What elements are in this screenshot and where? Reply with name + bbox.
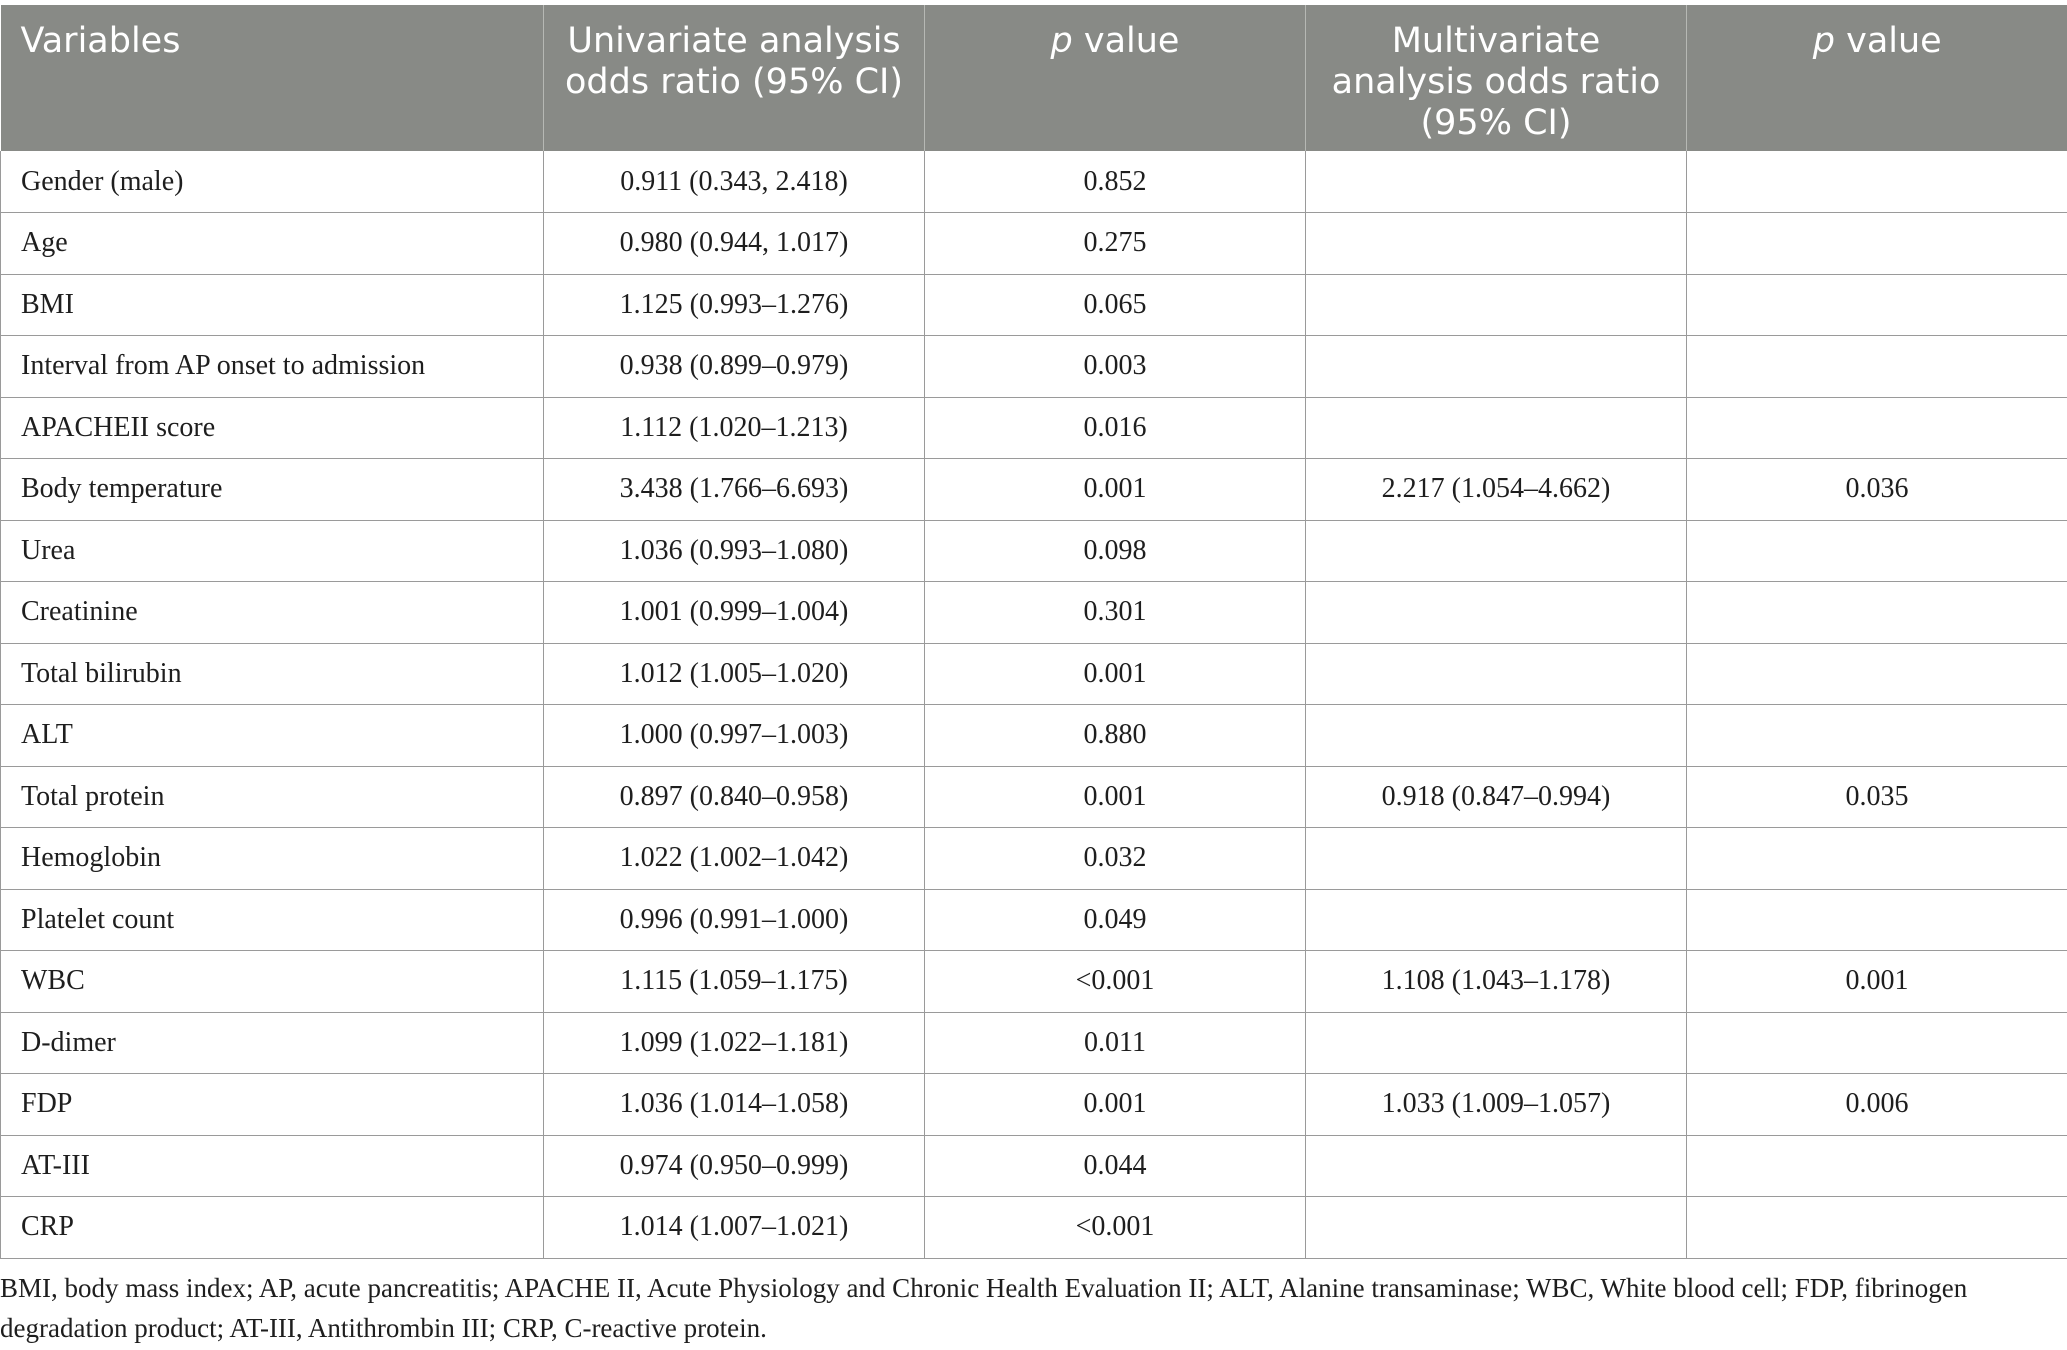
- cell-variable: Platelet count: [1, 889, 544, 951]
- cell-variable: Age: [1, 213, 544, 275]
- table-row: [1, 397, 2067, 459]
- table-row: [1, 1074, 2067, 1136]
- cell-univariate-or: 1.000 (0.997–1.003): [544, 705, 925, 767]
- cell-multivariate-p: 0.006: [1687, 1074, 2067, 1136]
- header-multivariate-p-label: value: [1834, 21, 1942, 61]
- header-univariate-p-label: value: [1072, 21, 1180, 61]
- cell-univariate-p: 0.001: [925, 1074, 1306, 1136]
- cell-variable: Total protein: [1, 766, 544, 828]
- cell-univariate-or: 0.897 (0.840–0.958): [544, 766, 925, 828]
- cell-univariate-p: 0.044: [925, 1135, 1306, 1197]
- cell-multivariate-p: 0.001: [1687, 951, 2067, 1013]
- cell-multivariate-p: [1687, 213, 2067, 275]
- header-multivariate-p: [1687, 5, 2067, 151]
- cell-multivariate-or: [1306, 274, 1687, 336]
- cell-multivariate-p: 0.036: [1687, 459, 2067, 521]
- cell-multivariate-or: [1306, 1197, 1687, 1259]
- cell-univariate-or: 0.996 (0.991–1.000): [544, 889, 925, 951]
- cell-univariate-p: 0.001: [925, 459, 1306, 521]
- cell-multivariate-p: [1687, 1135, 2067, 1197]
- cell-variable: ALT: [1, 705, 544, 767]
- cell-multivariate-or: [1306, 705, 1687, 767]
- cell-univariate-p: 0.049: [925, 889, 1306, 951]
- cell-univariate-or: 1.099 (1.022–1.181): [544, 1012, 925, 1074]
- table-row: [1, 520, 2067, 582]
- cell-variable: FDP: [1, 1074, 544, 1136]
- cell-univariate-p: 0.065: [925, 274, 1306, 336]
- cell-univariate-p: <0.001: [925, 951, 1306, 1013]
- header-multivariate-or: Multivariate analysis odds ratio (95% CI): [1306, 5, 1687, 151]
- cell-multivariate-p: [1687, 1012, 2067, 1074]
- cell-univariate-or: 0.980 (0.944, 1.017): [544, 213, 925, 275]
- cell-univariate-p: 0.852: [925, 151, 1306, 213]
- cell-variable: Creatinine: [1, 582, 544, 644]
- table-row: [1, 459, 2067, 521]
- cell-multivariate-p: [1687, 336, 2067, 398]
- table-footnote: BMI, body mass index; AP, acute pancreatitis; APACHE II, Acute Physiology and Chronic Health Evaluation II; ALT, Alanine transaminase; WBC, White blood cell; FDP, fibrinogen degradation product; AT-III, Antithrombin III; CRP, C-reactive protein.: [0, 1273, 1968, 1343]
- cell-multivariate-p: 0.035: [1687, 766, 2067, 828]
- cell-variable: Total bilirubin: [1, 643, 544, 705]
- header-univariate-p-symbol: p: [1050, 21, 1073, 61]
- cell-variable: AT-III: [1, 1135, 544, 1197]
- cell-multivariate-p: [1687, 643, 2067, 705]
- cell-multivariate-p: [1687, 889, 2067, 951]
- cell-multivariate-or: [1306, 213, 1687, 275]
- cell-variable: Body temperature: [1, 459, 544, 521]
- table-row: [1, 705, 2067, 767]
- cell-univariate-or: 0.938 (0.899–0.979): [544, 336, 925, 398]
- cell-variable: APACHEII score: [1, 397, 544, 459]
- cell-univariate-or: 1.014 (1.007–1.021): [544, 1197, 925, 1259]
- cell-multivariate-or: [1306, 151, 1687, 213]
- cell-univariate-or: 0.911 (0.343, 2.418): [544, 151, 925, 213]
- header-univariate-p: [925, 5, 1306, 151]
- cell-univariate-p: 0.016: [925, 397, 1306, 459]
- cell-multivariate-p: [1687, 582, 2067, 644]
- cell-multivariate-or: [1306, 582, 1687, 644]
- cell-univariate-p: 0.275: [925, 213, 1306, 275]
- cell-multivariate-p: [1687, 1197, 2067, 1259]
- cell-univariate-p: 0.011: [925, 1012, 1306, 1074]
- cell-variable: BMI: [1, 274, 544, 336]
- cell-multivariate-or: [1306, 889, 1687, 951]
- cell-multivariate-or: 1.033 (1.009–1.057): [1306, 1074, 1687, 1136]
- cell-univariate-p: <0.001: [925, 1197, 1306, 1259]
- cell-univariate-or: 1.001 (0.999–1.004): [544, 582, 925, 644]
- cell-multivariate-p: [1687, 520, 2067, 582]
- cell-univariate-or: 1.036 (1.014–1.058): [544, 1074, 925, 1136]
- cell-univariate-p: 0.032: [925, 828, 1306, 890]
- table-row: [1, 1135, 2067, 1197]
- cell-univariate-or: 1.036 (0.993–1.080): [544, 520, 925, 582]
- cell-univariate-p: 0.003: [925, 336, 1306, 398]
- table-row: [1, 274, 2067, 336]
- cell-variable: WBC: [1, 951, 544, 1013]
- table-row: [1, 151, 2067, 213]
- cell-multivariate-or: 2.217 (1.054–4.662): [1306, 459, 1687, 521]
- cell-multivariate-p: [1687, 397, 2067, 459]
- header-row: [1, 5, 2067, 151]
- table-row: [1, 213, 2067, 275]
- cell-multivariate-p: [1687, 828, 2067, 890]
- table-row: [1, 643, 2067, 705]
- cell-multivariate-or: [1306, 397, 1687, 459]
- header-variables: Variables: [1, 5, 544, 151]
- cell-univariate-or: 1.115 (1.059–1.175): [544, 951, 925, 1013]
- header-univariate-or: Univariate analysis odds ratio (95% CI): [544, 5, 925, 151]
- cell-variable: Interval from AP onset to admission: [1, 336, 544, 398]
- table-row: [1, 1197, 2067, 1259]
- cell-univariate-p: 0.301: [925, 582, 1306, 644]
- cell-variable: Hemoglobin: [1, 828, 544, 890]
- cell-univariate-p: 0.001: [925, 766, 1306, 828]
- table-header: [1, 5, 2067, 151]
- cell-variable: Gender (male): [1, 151, 544, 213]
- cell-multivariate-or: [1306, 828, 1687, 890]
- cell-univariate-or: 0.974 (0.950–0.999): [544, 1135, 925, 1197]
- cell-univariate-or: 1.012 (1.005–1.020): [544, 643, 925, 705]
- header-multivariate-p-symbol: p: [1812, 21, 1835, 61]
- cell-multivariate-or: 0.918 (0.847–0.994): [1306, 766, 1687, 828]
- cell-variable: Urea: [1, 520, 544, 582]
- cell-multivariate-or: [1306, 643, 1687, 705]
- cell-univariate-or: 1.022 (1.002–1.042): [544, 828, 925, 890]
- cell-univariate-p: 0.098: [925, 520, 1306, 582]
- results-table-container: [0, 5, 2067, 1259]
- table-row: [1, 336, 2067, 398]
- cell-univariate-p: 0.880: [925, 705, 1306, 767]
- cell-variable: D-dimer: [1, 1012, 544, 1074]
- cell-univariate-or: 1.125 (0.993–1.276): [544, 274, 925, 336]
- cell-multivariate-or: 1.108 (1.043–1.178): [1306, 951, 1687, 1013]
- cell-multivariate-or: [1306, 336, 1687, 398]
- cell-univariate-or: 3.438 (1.766–6.693): [544, 459, 925, 521]
- cell-multivariate-or: [1306, 1012, 1687, 1074]
- table-row: [1, 1012, 2067, 1074]
- table-row: [1, 889, 2067, 951]
- odds-ratio-table: [0, 5, 2067, 1259]
- table-row: [1, 766, 2067, 828]
- table-row: [1, 951, 2067, 1013]
- cell-multivariate-p: [1687, 705, 2067, 767]
- table-row: [1, 582, 2067, 644]
- cell-multivariate-p: [1687, 151, 2067, 213]
- table-row: [1, 828, 2067, 890]
- cell-univariate-p: 0.001: [925, 643, 1306, 705]
- cell-variable: CRP: [1, 1197, 544, 1259]
- cell-univariate-or: 1.112 (1.020–1.213): [544, 397, 925, 459]
- table-body: [1, 151, 2067, 1258]
- cell-multivariate-or: [1306, 520, 1687, 582]
- cell-multivariate-p: [1687, 274, 2067, 336]
- cell-multivariate-or: [1306, 1135, 1687, 1197]
